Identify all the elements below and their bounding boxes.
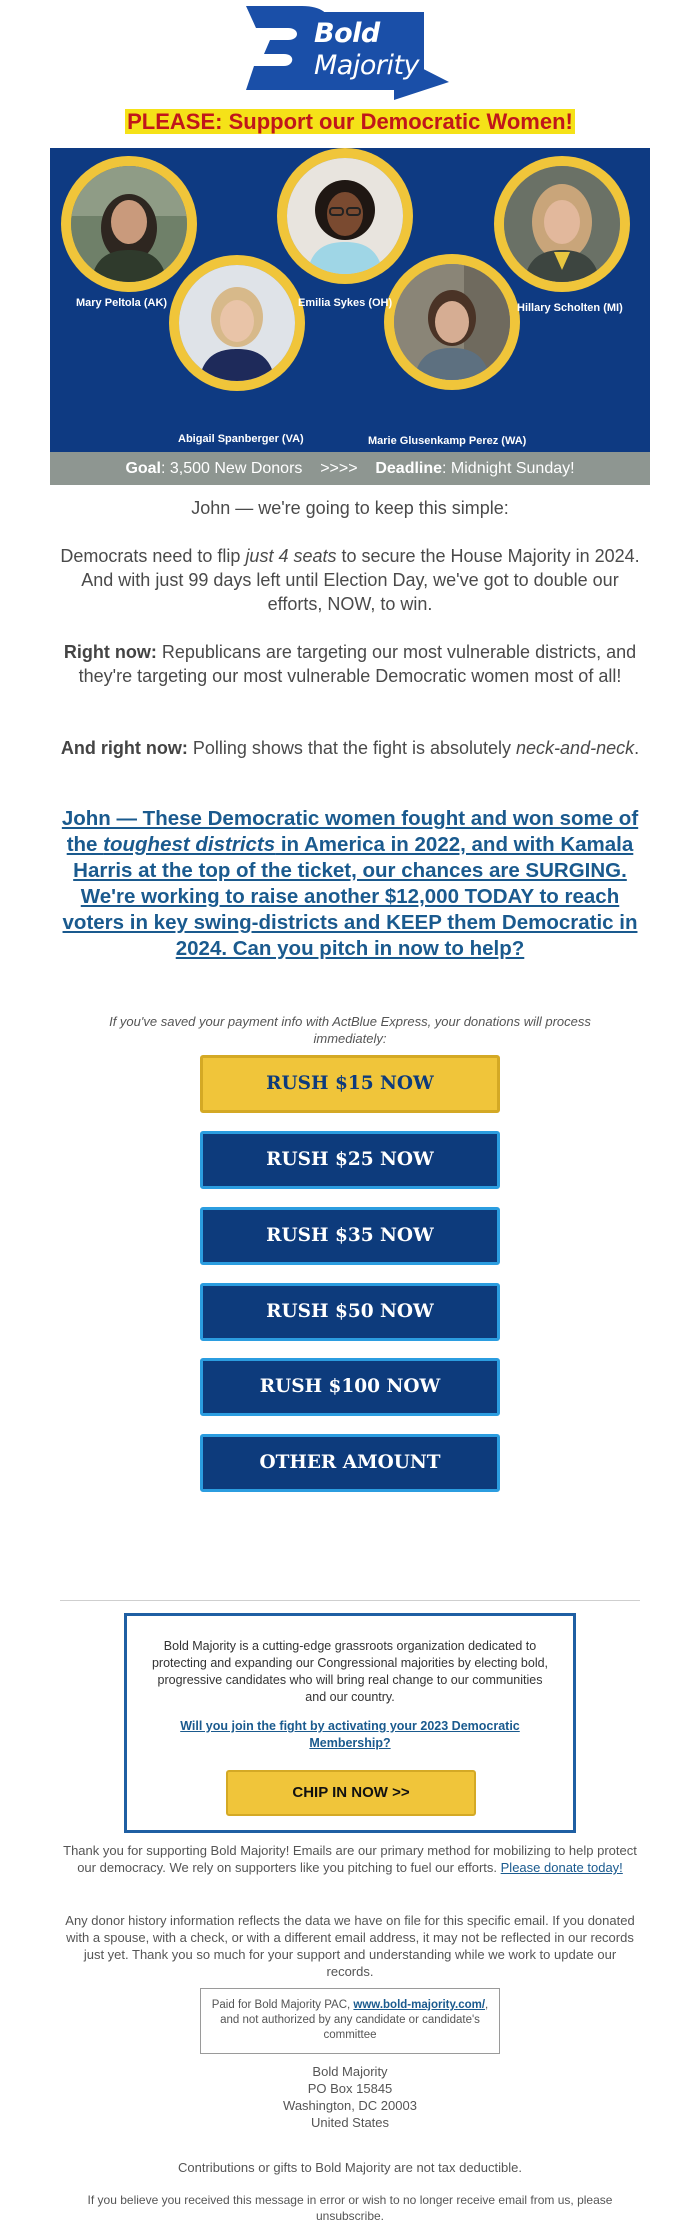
candidate-photo	[61, 156, 197, 292]
headline	[0, 109, 700, 135]
website-link[interactable]: www.bold-majority.com/	[353, 1999, 486, 2011]
text: Republicans are targeting our most vulnerable districts, and they're targeting our most vulnerable Democratic women most of all!	[78, 642, 637, 686]
membership-link[interactable]: Will you join the fight by activating your 2023 Democratic Membership?	[180, 1719, 520, 1750]
chip-in-button[interactable]: CHIP IN NOW >>	[226, 1770, 476, 1816]
goal-arrows: >>>>	[320, 460, 358, 477]
text: , and not authorized by any candidate or candidate's committee	[220, 1999, 489, 2041]
candidate-name: Mary Peltola (AK)	[76, 297, 168, 309]
donate-cta-link[interactable]	[60, 806, 640, 962]
address-line: Washington, DC 20003	[283, 2098, 417, 2113]
text: Paid for Bold Majority PAC,	[211, 1999, 354, 2011]
section-divider	[60, 1600, 640, 1601]
person-portrait-icon	[71, 166, 187, 282]
paid-for-disclaimer	[200, 1988, 500, 2054]
emphasis-text: neck-and-neck	[516, 738, 635, 758]
paragraph-seats	[60, 544, 640, 616]
rush-35-button[interactable]: RUSH $35 NOW	[200, 1207, 500, 1265]
address-line: United States	[310, 2115, 390, 2130]
tax-note: Contributions or gifts to Bold Majority are not tax deductible.	[178, 2160, 522, 2175]
actblue-note: If you've saved your payment info with ActBlue Express, your donations will process immediately:	[109, 1014, 591, 1046]
text: Polling shows that the fight is absolutely	[187, 738, 517, 758]
candidate-name: Emilia Sykes (OH)	[298, 297, 393, 309]
cta-text: in America in 2022, and with Kamala Harris at the top of the ticket, our chances are SURGING. We're working to raise another $12,000 TODAY to reach voters in key swing-districts and KEEP them Democratic in 2024. Can you pitch in now to help?	[62, 833, 638, 960]
rush-100-button[interactable]: RUSH $100 NOW	[200, 1358, 500, 1416]
person-portrait-icon	[179, 265, 295, 381]
headline-text: PLEASE: Support our Democratic Women!	[127, 109, 573, 134]
goal-bar	[50, 452, 650, 485]
candidate-name: Hillary Scholten (MI)	[517, 302, 623, 314]
rush-25-button[interactable]: RUSH $25 NOW	[200, 1131, 500, 1189]
person-portrait-icon	[394, 264, 510, 380]
bold-majority-logo[interactable]	[244, 4, 456, 102]
candidate-photo	[277, 148, 413, 284]
greeting-text: John — we're going to keep this simple:	[191, 498, 509, 518]
person-portrait-icon	[287, 158, 403, 274]
candidate-name: Marie Glusenkamp Perez (WA)	[368, 435, 527, 447]
goal-label: Goal	[125, 460, 161, 477]
person-portrait-icon	[504, 166, 620, 282]
text: Thank you for supporting Bold Majority! Emails are our primary method for mobilizing to help protect our democracy. We rely on supporters like you pitching to fuel our efforts.	[63, 1843, 637, 1875]
unsubscribe-note[interactable]: If you believe you received this message in error or wish to no longer receive email from us, please unsubscribe.	[87, 2193, 613, 2223]
other-amount-button[interactable]: OTHER AMOUNT	[200, 1434, 500, 1492]
org-description: Bold Majority is a cutting-edge grassroots organization dedicated to protecting and expanding our Congressional majorities by electing bold, progressive candidates who will bring real change to our communities and our country.	[151, 1639, 549, 1704]
deadline-label: Deadline	[375, 460, 443, 477]
donate-today-link[interactable]: Please donate today!	[500, 1860, 623, 1875]
bold-lead: And right now:	[60, 738, 188, 758]
paragraph-right-now	[60, 640, 640, 688]
candidate-photo	[384, 254, 520, 390]
text: Democrats need to flip	[60, 546, 246, 566]
paragraph-polling	[60, 736, 640, 760]
membership-box	[124, 1613, 576, 1833]
candidate-name: Abigail Spanberger (VA)	[178, 433, 304, 445]
cta-emphasis: toughest districts	[103, 833, 276, 856]
logo-text-bold: Bold	[314, 18, 380, 49]
mailing-address	[200, 2063, 500, 2131]
candidates-banner[interactable]	[50, 148, 650, 485]
cta-text: John — These Democratic women fought and won some of the	[61, 807, 639, 856]
rush-15-button[interactable]: RUSH $15 NOW	[200, 1055, 500, 1113]
bold-lead: Right now:	[63, 642, 157, 662]
emphasis-text: just 4 seats	[245, 546, 337, 566]
candidate-photo	[169, 255, 305, 391]
address-line: PO Box 15845	[307, 2081, 393, 2096]
text: to secure the House Majority in 2024. And with just 99 days left until Election Day, we've got to double our efforts, NOW, to win.	[81, 546, 640, 614]
thanks-paragraph	[60, 1842, 640, 1876]
deadline-value: : Midnight Sunday!	[442, 460, 575, 477]
greeting	[60, 496, 640, 520]
text: .	[634, 738, 640, 758]
address-line: Bold Majority	[312, 2064, 388, 2079]
candidate-photo	[494, 156, 630, 292]
goal-value: : 3,500 New Donors	[161, 460, 303, 477]
rush-50-button[interactable]: RUSH $50 NOW	[200, 1283, 500, 1341]
logo-text-majority: Majority	[314, 50, 420, 81]
donor-history-paragraph: Any donor history information reflects the data we have on file for this specific email. If you donated with a spouse, with a check, or with a different email address, it may not be reflected in our records just yet. Thank you so much for your support and understanding while we work to update our records.	[65, 1913, 635, 1979]
